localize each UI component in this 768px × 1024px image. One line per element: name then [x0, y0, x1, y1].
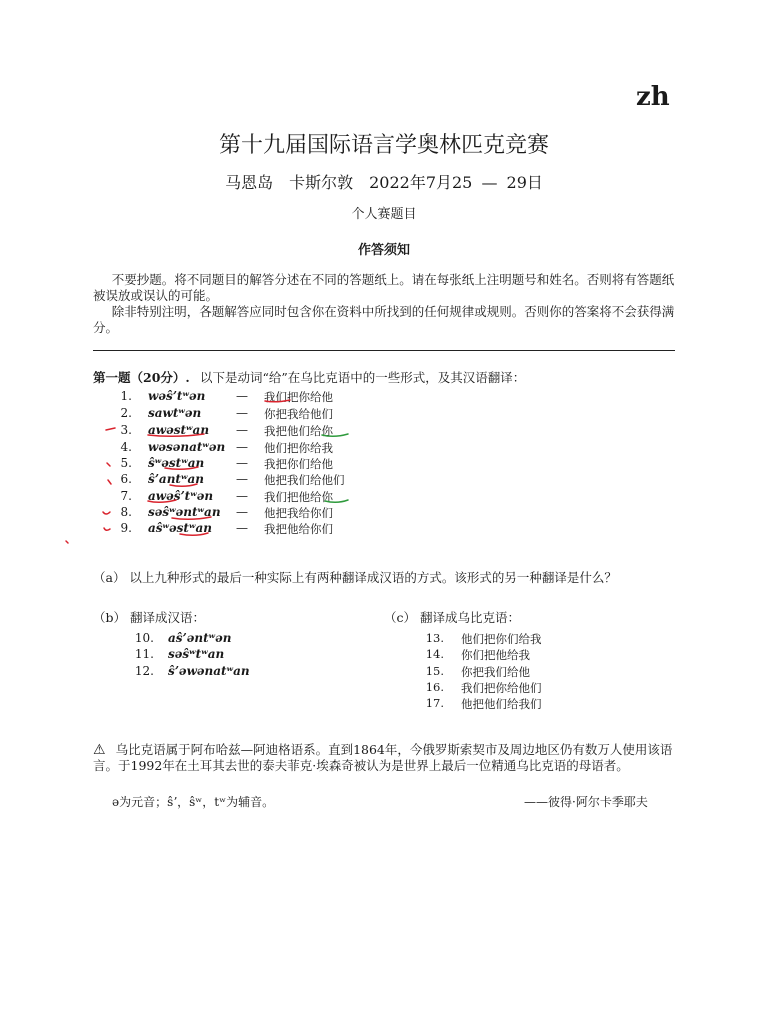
- translation: 我们把他给你: [264, 490, 333, 504]
- problem-label: 第一题（20分）.: [93, 370, 190, 385]
- ubykh-word: wəsənatʷən: [148, 440, 226, 454]
- item-number: 7.: [120, 489, 132, 503]
- language-code: zh: [636, 82, 670, 112]
- question-c: （c） 翻译成乌比克语：: [384, 610, 520, 625]
- dash: —: [236, 406, 248, 420]
- item-number: 17.: [425, 696, 444, 710]
- question-a: （a） 以上九种形式的最后一种实际上有两种翻译成汉语的方式。该形式的另一种翻译是什么？: [93, 570, 617, 585]
- underline-mark: [322, 434, 348, 436]
- translation: 他们把你们给我: [461, 632, 542, 646]
- dash: —: [236, 505, 248, 519]
- ubykh-word: awəstʷan: [148, 423, 210, 437]
- item-number: 8.: [120, 505, 132, 519]
- list-item: [0, 680, 768, 696]
- ubykh-word: ŝʷəstʷan: [148, 456, 205, 470]
- ubykh-word: ŝʼantʷan: [148, 472, 204, 486]
- translation: 他们把你给我: [264, 441, 333, 455]
- round-label: 个人赛题目: [351, 207, 417, 222]
- tick-mark: [108, 480, 111, 484]
- underline-mark: [172, 517, 211, 519]
- underline-mark: [148, 500, 176, 502]
- underline-mark: [265, 400, 290, 402]
- page-title: 第十九届国际语言学奥林匹克竞赛: [218, 133, 549, 158]
- translation: 你把我给他们: [264, 407, 333, 421]
- problem-intro: 以下是动词“给”在乌比克语中的一些形式，及其汉语翻译：: [199, 370, 526, 385]
- translation: 我们把你给他们: [461, 681, 542, 695]
- translation: 我们把你给他: [264, 390, 333, 404]
- instructions-paragraph-1: 不要抄题。将不同题目的解答分述在不同的答题纸上。请在每张纸上注明题号和姓名。否则将有答题纸被误放或误认的可能。: [93, 272, 675, 303]
- ubykh-word: ŝʼəwənatʷan: [168, 664, 250, 678]
- tick-mark: [107, 463, 110, 466]
- instructions-paragraph-2: 除非特别注明，各题解答应同时包含你在资料中所找到的任何规律或规则。否则你的答案将不会获得满分。: [93, 304, 675, 335]
- ubykh-word: səŝʷəntʷan: [148, 505, 221, 519]
- dash: —: [236, 389, 248, 403]
- note-text: 乌比克语属于阿布哈兹—阿迪格语系。直到1864年，今俄罗斯索契市及周边地区仍有数万人使用该语言。于1992年在土耳其去世的泰夫菲克·埃森奇被认为是世界上最后一位精通乌比克语的母语者。: [93, 742, 673, 773]
- tick-mark: [106, 428, 115, 430]
- underline-mark: [180, 533, 208, 535]
- item-number: 12.: [134, 664, 154, 678]
- translation: 我把他给你们: [264, 522, 333, 536]
- translation: 我把你们给他: [264, 457, 333, 471]
- question-b: （b） 翻译成汉语：: [93, 610, 205, 625]
- underline-mark: [170, 484, 197, 486]
- translation: 他把我们给他们: [264, 473, 345, 487]
- item-number: 16.: [425, 680, 444, 694]
- ubykh-word: sawtʷən: [148, 406, 202, 420]
- ubykh-word: aŝʼəntʷən: [168, 631, 232, 645]
- warning-icon: ⚠: [93, 742, 106, 758]
- problem-author: ——彼得·阿尔卡季耶夫: [524, 795, 648, 809]
- ubykh-word: awəŝʼtʷən: [148, 489, 214, 503]
- tick-mark: [104, 528, 110, 530]
- item-number: 10.: [134, 631, 154, 645]
- item-number: 4.: [120, 440, 132, 454]
- tick-mark: [103, 512, 110, 514]
- item-number: 3.: [120, 423, 132, 437]
- dash: —: [236, 440, 248, 454]
- dash: —: [236, 456, 248, 470]
- item-number: 9.: [120, 521, 132, 535]
- dash: —: [236, 521, 248, 535]
- underline-mark: [165, 467, 198, 469]
- list-item: [0, 631, 768, 647]
- item-number: 1.: [120, 389, 132, 403]
- translation: 你把我们给他: [461, 665, 530, 679]
- dash: —: [236, 423, 248, 437]
- ubykh-word: səŝʷtʷan: [168, 647, 225, 661]
- translation: 我把他们给你: [264, 424, 333, 438]
- red-underlines: [66, 400, 348, 543]
- ubykh-word: wəŝʼtʷən: [148, 389, 206, 403]
- translation: 你们把他给我: [461, 648, 530, 662]
- dash: —: [236, 472, 248, 486]
- list-item: [0, 647, 768, 663]
- ubykh-word: aŝʷəstʷan: [148, 521, 212, 535]
- background-note: [93, 742, 675, 774]
- item-number: 13.: [425, 631, 444, 645]
- item-number: 15.: [425, 664, 444, 678]
- event-subtitle: 马恩岛 卡斯尔敦 2022年7月25 — 29日: [225, 173, 543, 192]
- list-item: [0, 664, 768, 680]
- item-number: 5.: [120, 456, 132, 470]
- translation: 他把我给你们: [264, 506, 333, 520]
- translation: 他把他们给我们: [461, 697, 542, 711]
- item-number: 11.: [134, 647, 154, 661]
- item-number: 6.: [120, 472, 132, 486]
- item-number: 14.: [425, 647, 444, 661]
- underline-mark: [148, 434, 204, 436]
- dash: —: [236, 489, 248, 503]
- tick-mark: [66, 541, 68, 543]
- item-number: 2.: [120, 406, 132, 420]
- list-item: [0, 696, 768, 712]
- phonetics-note: ə为元音；ŝʼ，ŝʷ，tʷ为辅音。: [112, 795, 275, 809]
- underline-mark: [325, 500, 348, 502]
- instructions-heading: 作答须知: [357, 243, 410, 258]
